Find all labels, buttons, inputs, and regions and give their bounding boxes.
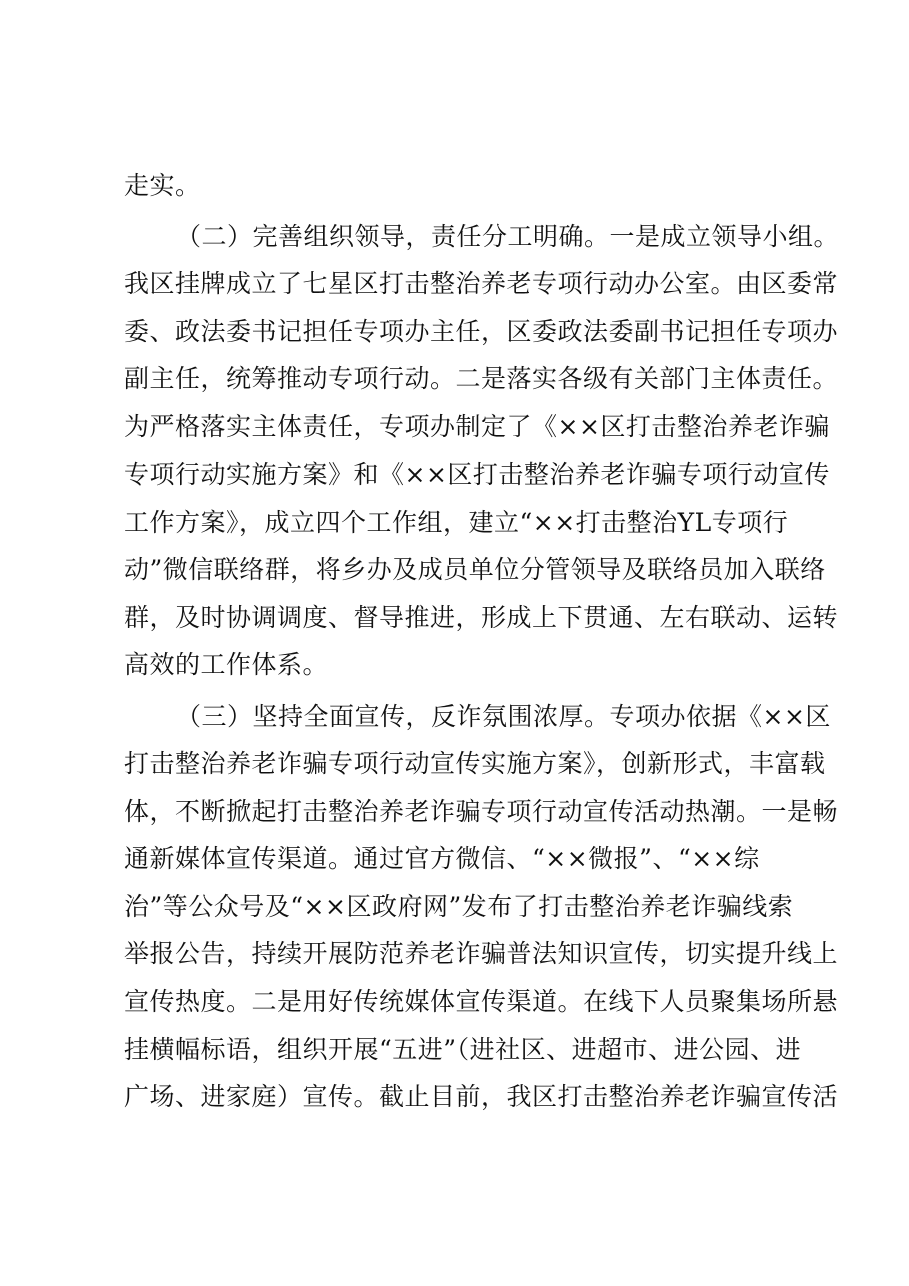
text-line: 体，不断掀起打击整治养老诈骗专项行动宣传活动热潮。一是畅	[124, 797, 839, 826]
text-line: 工作方案》，成立四个工作组，建立“××打击整治YL专项行	[124, 508, 789, 537]
text-line: 动”微信联络群，将乡办及成员单位分管领导及联络员加入联络	[124, 555, 826, 584]
text-line: 高效的工作体系。	[124, 650, 329, 679]
text-line: 通新媒体宣传渠道。通过官方微信、“××微报”、“××综	[124, 844, 760, 873]
paragraph-heading-line: （二）完善组织领导，责任分工明确。一是成立领导小组。	[176, 222, 840, 251]
text-line: 治”等公众号及“××区政府网”发布了打击整治养老诈骗线索	[124, 892, 794, 921]
text-line: 走实。	[124, 171, 201, 200]
text-line: 举报公告，持续开展防范养老诈骗普法知识宣传，切实提升线上	[124, 939, 839, 968]
text-line: 为严格落实主体责任，专项办制定了《××区打击整治养老诈骗	[124, 412, 830, 441]
text-line: 群，及时协调调度、督导推进，形成上下贯通、左右联动、运转	[124, 603, 839, 632]
paragraph-heading-line: （三）坚持全面宣传，反诈氛围浓厚。专项办依据《××区	[176, 702, 831, 731]
text-line: 宣传热度。二是用好传统媒体宣传渠道。在线下人员聚集场所悬	[124, 987, 839, 1016]
text-line: 挂横幅标语，组织开展“五进”（进社区、进超市、进公园、进	[124, 1035, 802, 1064]
text-line: 广场、进家庭）宣传。截止目前，我区打击整治养老诈骗宣传活	[124, 1082, 839, 1111]
text-line: 专项行动实施方案》和《××区打击整治养老诈骗专项行动宣传	[124, 460, 830, 489]
text-line: 打击整治养老诈骗专项行动宣传实施方案》，创新形式，丰富载	[124, 749, 826, 778]
text-line: 副主任，统筹推动专项行动。二是落实各级有关部门主体责任。	[124, 364, 839, 393]
text-line: 我区挂牌成立了七星区打击整治养老专项行动办公室。由区委常	[124, 269, 839, 298]
text-line: 委、政法委书记担任专项办主任，区委政法委副书记担任专项办	[124, 317, 839, 346]
